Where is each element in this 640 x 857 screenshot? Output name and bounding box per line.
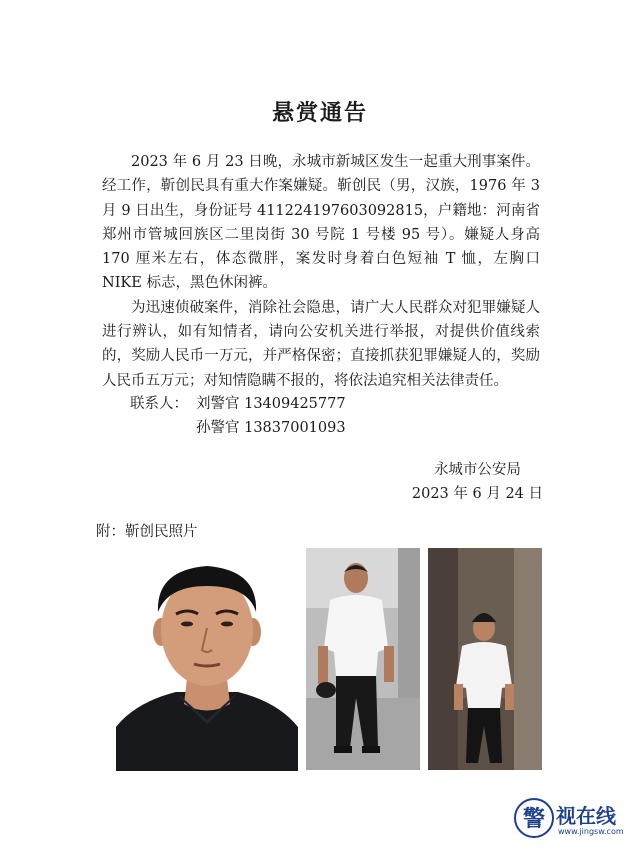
suspect-cctv-photo-1 bbox=[306, 548, 420, 770]
suspect-cctv-photo-2 bbox=[428, 548, 542, 770]
issuer-name: 永城市公安局 bbox=[433, 462, 521, 478]
case-description: 2023 年 6 月 23 日晚，永城市新城区发生一起重大刑事案件。经工作，靳创民具有重大作案嫌疑。靳创民（男，汉族，1976 年 3 月 9 日出生，身份证号 411224197603092815，户籍地：河南省郑州市管城回族区二里岗街 30 号院 1 号楼 95 号）。嫌疑人身高 170 厘米左右，体态微胖，案发时身着白色短袖 T 恤，左胸口 NIKE 标志，黑色休闲裤。 bbox=[102, 154, 540, 292]
reward-description: 为迅速侦破案件，消除社会隐患，请广大人民群众对犯罪嫌疑人进行辨认，如有知情者，请向公安机关进行举报，对提供价值线索的，奖励人民币一万元，并严格保密；直接抓获犯罪嫌疑人的，奖励人民币五万元；对知情隐瞒不报的，将依法追究相关法律责任。 bbox=[102, 299, 540, 389]
contact-label: 联系人： bbox=[130, 396, 188, 412]
notice-title: 悬赏通告 bbox=[271, 101, 368, 126]
svg-text:警: 警 bbox=[522, 807, 546, 832]
contact-officer-2: 孙警官 13837001093 bbox=[196, 420, 346, 436]
watermark-url: www.jingsw.com bbox=[558, 827, 624, 836]
contact-block bbox=[130, 392, 346, 440]
issue-date: 2023 年 6 月 24 日 bbox=[411, 486, 543, 502]
notice-body bbox=[102, 150, 540, 393]
police-badge-icon bbox=[512, 796, 556, 840]
suspect-portrait-photo bbox=[116, 552, 298, 771]
signature-block bbox=[412, 458, 543, 506]
watermark-brand: 视在线 bbox=[556, 804, 616, 828]
contact-officer-1: 刘警官 13409425777 bbox=[196, 396, 346, 412]
watermark-logo bbox=[510, 790, 638, 846]
attachment-caption: 附：靳创民照片 bbox=[96, 524, 198, 540]
